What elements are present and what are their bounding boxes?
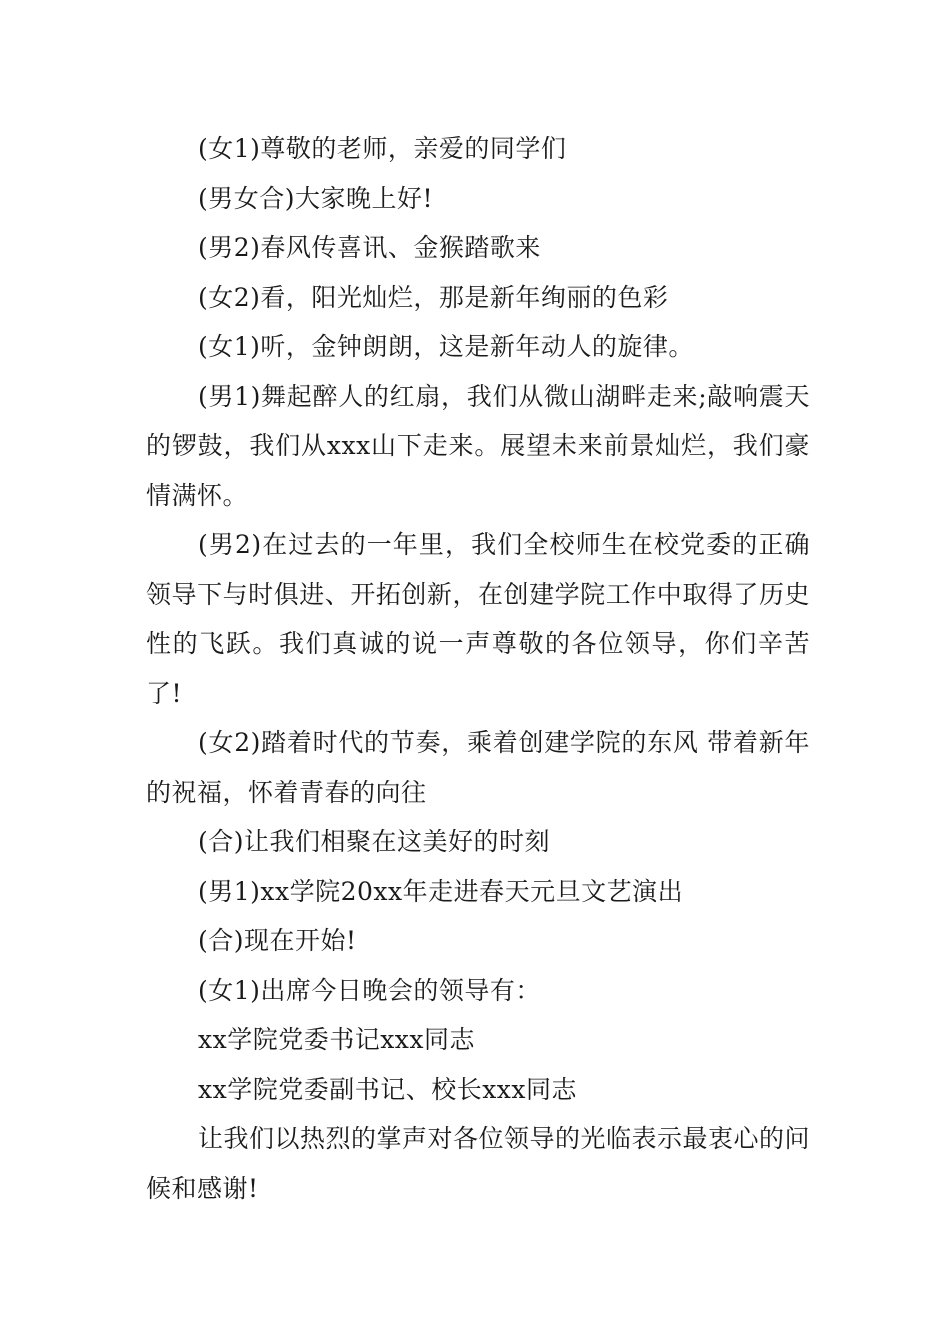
- document-body: [146, 124, 810, 1213]
- paragraph-12: (女1)出席今日晚会的领导有：: [198, 975, 541, 1005]
- paragraph-8: (女2)踏着时代的节奏，乘着创建学院的东风 带着新年的祝福，怀着青春的向往: [146, 728, 810, 807]
- paragraph-9: (合)让我们相聚在这美好的时刻: [198, 827, 551, 856]
- paragraph-5: (女1)听，金钟朗朗，这是新年动人的旋律。: [198, 332, 694, 361]
- paragraph-3: (男2)春风传喜讯、金猴踏歌来: [198, 233, 541, 262]
- paragraph-2: (男女合)大家晚上好!: [198, 183, 434, 213]
- paragraph-6: (男1)舞起醉人的红扇，我们从微山湖畔走来;敲响震天的锣鼓，我们从xxx山下走来。展望未来前景灿烂，我们豪情满怀。: [146, 381, 810, 510]
- paragraph-15: 让我们以热烈的掌声对各位领导的光临表示最衷心的问候和感谢!: [146, 1124, 811, 1203]
- paragraph-4: (女2)看，阳光灿烂，那是新年绚丽的色彩: [198, 282, 669, 312]
- paragraph-1: (女1)尊敬的老师，亲爱的同学们: [198, 134, 567, 163]
- paragraph-14: xx学院党委副书记、校长xxx同志: [198, 1074, 577, 1104]
- paragraph-11: (合)现在开始!: [198, 926, 357, 955]
- paragraph-7: (男2)在过去的一年里，我们全校师生在校党委的正确领导下与时俱进、开拓创新，在创建学院工作中取得了历史性的飞跃。我们真诚的说一声尊敬的各位领导，你们辛苦了!: [146, 530, 810, 708]
- paragraph-13: xx学院党委书记xxx同志: [198, 1025, 475, 1054]
- paragraph-10: (男1)xx学院20xx年走进春天元旦文艺演出: [198, 876, 684, 906]
